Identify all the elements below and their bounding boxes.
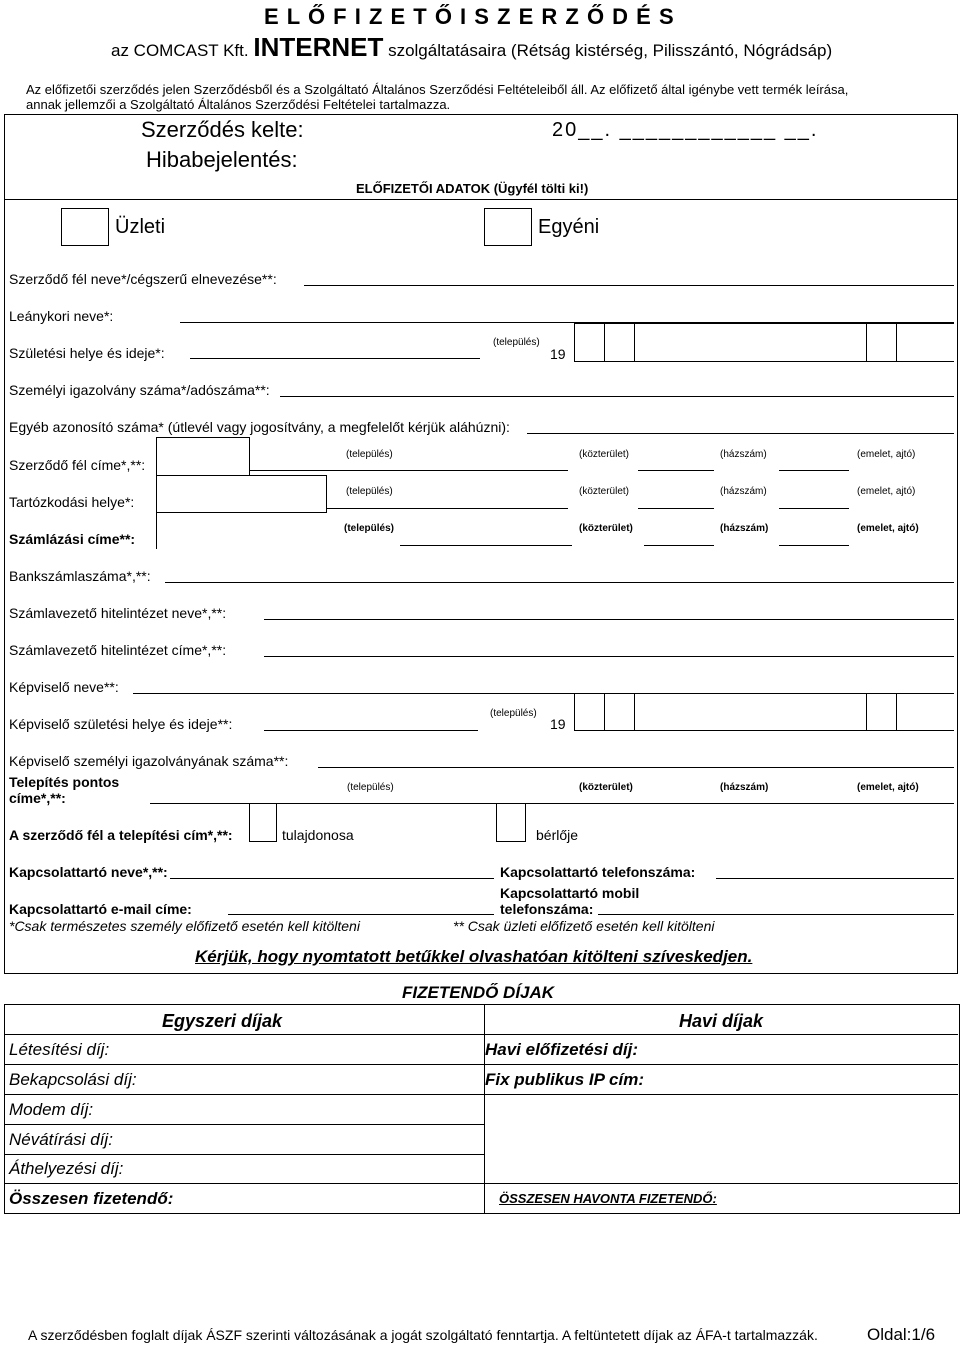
other-id-field[interactable]: [527, 433, 954, 434]
residence-settlement-field[interactable]: [326, 508, 568, 509]
intro-line-1: Az előfizetői szerződés jelen Szerződésből és a Szolgáltató Általános Szerződési Feltételeiből áll. Az előfizető által igénybe vett termék leírása,: [26, 82, 849, 97]
activation-fee-label: Bekapcsolási díj:: [9, 1070, 137, 1089]
birth-year-prefix: 19: [550, 346, 566, 362]
individual-label: Egyéni: [538, 216, 600, 238]
subtitle-service: INTERNET: [253, 32, 384, 62]
intro-line-2: annak jellemzői a Szolgáltató Általános Szerződési Feltételei tartalmazza.: [26, 97, 451, 112]
rep-id-label: Képviselő személyi igazolványának száma**:: [9, 753, 289, 769]
residence-house-hint: (házszám): [720, 486, 767, 497]
page-number: Oldal:1/6: [867, 1325, 936, 1344]
business-label: Üzleti: [115, 216, 166, 238]
subscriber-data-header: ELŐFIZETŐI ADATOK (Ügyfél tölti ki!): [356, 181, 589, 196]
owner-label: tulajdonosa: [282, 827, 354, 843]
subtitle-company: az COMCAST Kft.: [111, 41, 249, 60]
maiden-name-label: Leánykori neve*:: [9, 308, 114, 324]
monthly-subscription-fee-label: Havi előfizetési díj:: [485, 1040, 639, 1059]
print-legibly-notice: Kérjük, hogy nyomtatott betűkkel olvashatóan kitölteni szíveskedjen.: [195, 947, 753, 966]
install-settlement-hint: (település): [347, 782, 394, 793]
party-name-label: Szerződő fél neve*/cégszerű elnevezése**:: [9, 271, 277, 287]
address-settlement-field[interactable]: [250, 470, 568, 471]
bank-address-label: Számlavezető hitelintézet címe*,**:: [9, 642, 227, 658]
tenant-label: bérlője: [536, 827, 579, 843]
address-floor-hint: (emelet, ajtó): [857, 449, 916, 460]
individual-checkbox[interactable]: [484, 208, 532, 246]
billing-floor-field[interactable]: [779, 545, 849, 546]
contact-email-field[interactable]: [228, 914, 494, 915]
tenant-checkbox[interactable]: [496, 803, 526, 842]
contact-phone-label: Kapcsolattartó telefonszáma:: [500, 864, 696, 880]
contact-email-label: Kapcsolattartó e-mail címe:: [9, 901, 192, 917]
contact-phone-field[interactable]: [716, 878, 954, 879]
billing-house-hint: (házszám): [720, 523, 769, 534]
monthly-fees-header: Havi díjak: [679, 1011, 764, 1031]
rep-birth-place-field[interactable]: [264, 730, 478, 731]
note-individual: *Csak természetes személy előfizető esetén kell kitölteni: [9, 918, 360, 934]
install-address-label-1: Telepítés pontos: [9, 774, 120, 790]
birth-settlement-hint: (település): [493, 337, 540, 348]
address-house-field[interactable]: [638, 470, 714, 471]
note-business: ** Csak üzleti előfizető esetén kell kitölteni: [453, 918, 715, 934]
residence-floor-hint: (emelet, ajtó): [857, 486, 916, 497]
document-subtitle: [111, 32, 832, 63]
name-transfer-fee-label: Névátírási díj:: [9, 1130, 113, 1149]
contract-date-label: Szerződés kelte:: [141, 117, 304, 142]
contact-mobile-label-1: Kapcsolattartó mobil: [500, 885, 640, 901]
billing-settlement-field[interactable]: [400, 545, 572, 546]
bank-name-label: Számlavezető hitelintézet neve*,**:: [9, 605, 227, 621]
bank-name-field[interactable]: [264, 619, 954, 620]
relocation-fee-label: Áthelyezési díj:: [9, 1159, 124, 1178]
contact-mobile-field[interactable]: [598, 914, 954, 915]
billing-label: Számlázási címe**:: [9, 531, 136, 547]
bank-account-label: Bankszámlaszáma*,**:: [9, 568, 151, 584]
address-street-hint: (közterület): [579, 449, 630, 460]
address-house-hint: (házszám): [720, 449, 767, 460]
one-time-total-label: Összesen fizetendő:: [9, 1189, 174, 1208]
billing-house-field[interactable]: [644, 545, 714, 546]
install-house-hint: (házszám): [720, 782, 769, 793]
id-card-label: Személyi igazolvány száma*/adószáma**:: [9, 382, 270, 398]
install-floor-hint: (emelet, ajtó): [857, 782, 919, 793]
rep-id-field[interactable]: [318, 767, 954, 768]
contact-name-field[interactable]: [170, 878, 494, 879]
rep-birth-label: Képviselő születési helye és ideje**:: [9, 716, 233, 732]
billing-street-hint: (közterület): [579, 523, 633, 534]
bank-account-field[interactable]: [165, 582, 954, 583]
address-settlement-hint: (település): [346, 449, 393, 460]
residence-settlement-hint: (település): [346, 486, 393, 497]
modem-fee-label: Modem díj:: [9, 1100, 94, 1119]
birth-place-field[interactable]: [190, 358, 480, 359]
install-relation-label: A szerződő fél a telepítési cím*,**:: [9, 827, 233, 843]
billing-settlement-hint: (település): [344, 523, 395, 534]
footer-disclaimer: A szerződésben foglalt díjak ÁSZF szerinti változásának a jogát szolgáltató fenntartja. A feltüntetett díjak az ÁFA-t tartalmazzák.: [28, 1327, 818, 1343]
install-street-hint: (közterület): [579, 782, 633, 793]
billing-floor-hint: (emelet, ajtó): [857, 523, 919, 534]
divider: [4, 199, 958, 200]
rep-birth-date-boxes[interactable]: [574, 693, 954, 731]
residence-street-hint: (közterület): [579, 486, 630, 497]
contact-mobile-label-2: telefonszáma:: [500, 901, 594, 917]
document-title: E L Ő F I Z E T Ő I S Z E R Z Ő D É S: [264, 4, 675, 29]
address-label: Szerződő fél címe*,**:: [9, 457, 146, 473]
residence-floor-field[interactable]: [779, 508, 849, 509]
rep-birth-settlement-hint: (település): [490, 708, 537, 719]
setup-fee-label: Létesítési díj:: [9, 1040, 110, 1059]
residence-label: Tartózkodási helye*:: [9, 494, 135, 510]
birth-label: Születési helye és ideje*:: [9, 345, 165, 361]
owner-checkbox[interactable]: [249, 803, 277, 842]
monthly-total-label: ÖSSZESEN HAVONTA FIZETENDŐ:: [499, 1191, 717, 1206]
contract-date-value[interactable]: 20__. ____________ __.: [552, 119, 819, 141]
business-checkbox[interactable]: [61, 208, 109, 246]
address-floor-field[interactable]: [779, 470, 849, 471]
contact-name-label: Kapcsolattartó neve*,**:: [9, 864, 168, 880]
id-card-field[interactable]: [280, 396, 954, 397]
subtitle-area: szolgáltatásaira (Rétság kistérség, Pilisszántó, Nógrádsáp): [388, 41, 833, 60]
rep-name-label: Képviselő neve**:: [9, 679, 119, 695]
form-frame: [4, 114, 958, 974]
residence-house-field[interactable]: [638, 508, 714, 509]
fault-report-label: Hibabejelentés:: [146, 147, 298, 172]
birth-date-boxes[interactable]: [574, 323, 954, 362]
fixed-ip-fee-label: Fix publikus IP cím:: [485, 1070, 645, 1089]
rep-birth-year-prefix: 19: [550, 716, 566, 732]
one-time-fees-header: Egyszeri díjak: [162, 1011, 283, 1031]
party-name-field[interactable]: [304, 285, 954, 286]
install-address-label-2: címe*,**:: [9, 790, 66, 806]
other-id-label: Egyéb azonosító száma* (útlevél vagy jogosítvány, a megfelelőt kérjük aláhúzni):: [9, 419, 510, 435]
bank-address-field[interactable]: [264, 656, 954, 657]
fees-title: FIZETENDŐ DÍJAK: [402, 983, 555, 1002]
